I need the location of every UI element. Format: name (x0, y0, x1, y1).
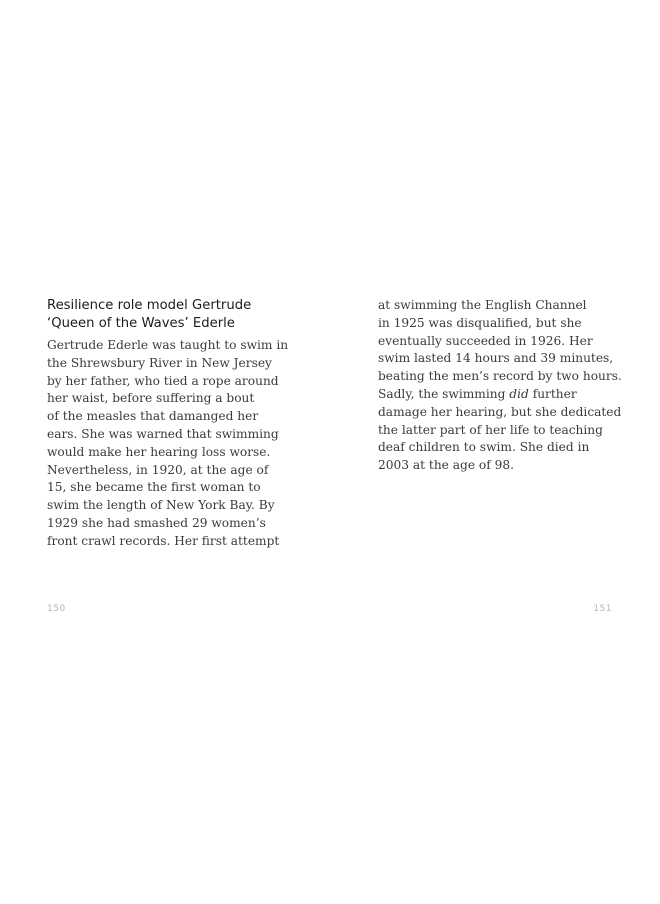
text-line: ears. She was warned that swimming (47, 426, 279, 441)
text-line: Nevertheless, in 1920, at the age of (47, 462, 269, 477)
text-fragment: Sadly, the swimming (378, 386, 506, 401)
text-line: in 1925 was disqualified, but she (378, 315, 582, 330)
heading-line: ‘Queen of the Waves’ Ederle (47, 315, 235, 331)
section-heading (47, 297, 317, 333)
text-line: 2003 at the age of 98. (378, 458, 515, 473)
text-line: her waist, before suffering a bout (47, 391, 255, 406)
text-line: beating the men’s record by two hours. (378, 369, 622, 384)
text-line: the latter part of her life to teaching (378, 422, 603, 437)
text-line: eventually succeeded in 1926. Her (378, 333, 593, 348)
text-line: Gertrude Ederle was taught to swim in (47, 338, 289, 352)
text-line: swim the length of New York Bay. By (47, 498, 275, 513)
text-line: deaf children to swim. She died in (378, 440, 590, 455)
text-line: front crawl records. Her first attempt (47, 533, 280, 548)
text-fragment: further (532, 386, 577, 401)
page-number-left: 150 (47, 604, 66, 614)
heading-line: Resilience role model Gertrude (47, 298, 252, 313)
text-line: damage her hearing, but she dedicated (378, 404, 622, 419)
text-line: the Shrewsbury River in New Jersey (47, 355, 272, 370)
text-line: 15, she became the first woman to (47, 480, 261, 495)
text-line: swim lasted 14 hours and 39 minutes, (378, 351, 614, 366)
text-line: would make her hearing loss worse. (47, 444, 271, 459)
left-body-text (47, 337, 317, 551)
text-line: of the measles that damanged her (47, 409, 259, 424)
emphasis-word: did (509, 386, 529, 401)
right-page (330, 0, 660, 904)
text-line: 1929 she had smashed 29 women’s (47, 515, 266, 530)
text-line: by her father, who tied a rope around (47, 373, 279, 388)
text-line (378, 386, 648, 404)
text-line: at swimming the English Channel (378, 298, 587, 312)
page-number-right: 151 (593, 604, 612, 614)
right-body-text (378, 297, 648, 475)
